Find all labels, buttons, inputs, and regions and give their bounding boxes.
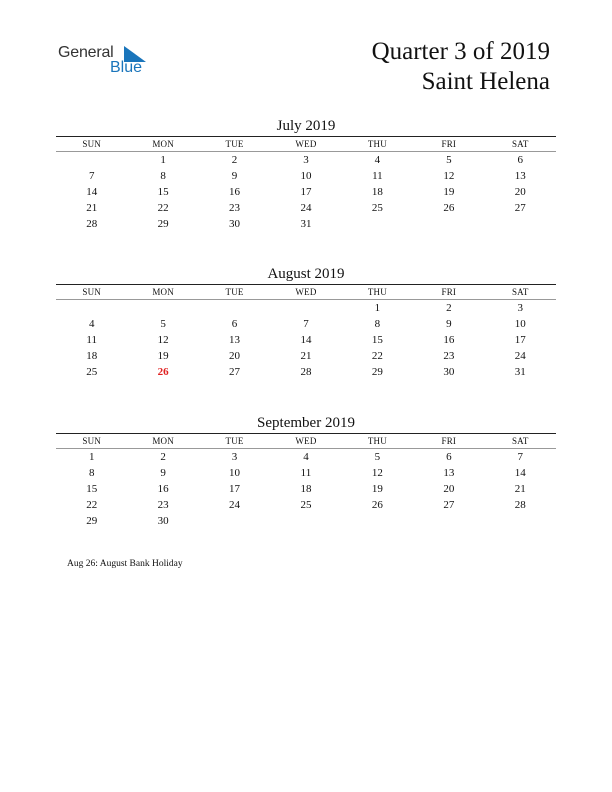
day-cell: 22	[371, 350, 383, 362]
day-cell: 1	[88, 451, 95, 463]
weekday-header: MON	[127, 285, 198, 300]
day-cell: 30	[443, 366, 455, 378]
week-row	[56, 300, 556, 317]
empty-day-cell	[270, 513, 341, 529]
day-cell: 27	[514, 202, 526, 214]
day-cell: 9	[160, 467, 166, 479]
day-cell: 12	[157, 334, 169, 346]
month-grid	[56, 434, 556, 529]
day-cell: 16	[157, 483, 169, 495]
day-cell: 1	[160, 154, 166, 166]
empty-day-cell	[199, 513, 270, 529]
day-cell: 13	[443, 467, 455, 479]
weekday-header: SUN	[56, 285, 127, 300]
day-cell: 11	[372, 170, 383, 182]
weekday-header: THU	[342, 137, 413, 152]
week-row	[56, 364, 556, 380]
weekday-header: MON	[127, 137, 198, 152]
day-cell: 27	[443, 499, 455, 511]
weekday-header-row	[56, 137, 556, 152]
day-cell: 12	[371, 467, 383, 479]
day-cell: 5	[374, 451, 381, 463]
day-cell: 25	[86, 366, 98, 378]
weekday-header: THU	[342, 285, 413, 300]
day-cell: 13	[229, 334, 241, 346]
day-cell: 15	[371, 334, 383, 346]
empty-day-cell	[270, 300, 341, 317]
page-title-country: Saint Helena	[421, 68, 550, 95]
day-cell: 10	[514, 318, 526, 330]
day-cell: 7	[303, 318, 309, 330]
empty-day-cell	[485, 216, 556, 232]
day-cell: 28	[86, 218, 98, 230]
day-cell: 7	[517, 451, 524, 463]
weekday-header-row	[56, 434, 556, 449]
week-row	[56, 481, 556, 497]
weekday-header: FRI	[413, 434, 484, 449]
day-cell: 19	[443, 186, 455, 198]
day-cell: 9	[231, 170, 238, 182]
week-row	[56, 465, 556, 481]
day-cell: 14	[514, 467, 526, 479]
week-row	[56, 332, 556, 348]
day-cell: 6	[446, 451, 452, 463]
empty-day-cell	[342, 513, 413, 529]
day-cell: 3	[517, 302, 524, 314]
empty-day-cell	[413, 513, 484, 529]
day-cell: 15	[86, 483, 98, 495]
empty-day-cell	[127, 300, 198, 317]
week-row	[56, 168, 556, 184]
day-cell: 18	[371, 186, 383, 198]
day-cell: 14	[300, 334, 312, 346]
weekday-header: TUE	[199, 285, 270, 300]
day-cell: 14	[86, 186, 98, 198]
weekday-header: FRI	[413, 137, 484, 152]
day-cell: 12	[443, 170, 455, 182]
weekday-header: THU	[342, 434, 413, 449]
day-cell: 5	[446, 154, 452, 166]
week-row	[56, 449, 556, 466]
day-cell: 6	[231, 318, 238, 330]
day-cell: 13	[514, 170, 526, 182]
day-cell: 9	[446, 318, 452, 330]
day-cell: 4	[88, 318, 95, 330]
day-cell: 3	[303, 154, 309, 166]
day-cell: 5	[160, 318, 166, 330]
day-cell: 24	[514, 350, 526, 362]
day-cell: 22	[86, 499, 98, 511]
day-cell: 20	[443, 483, 455, 495]
week-row	[56, 316, 556, 332]
day-cell: 10	[229, 467, 241, 479]
generalblue-logo	[58, 44, 158, 84]
empty-day-cell	[56, 152, 127, 169]
day-cell: 2	[160, 451, 166, 463]
logo-word-blue: Blue	[110, 59, 143, 76]
day-cell: 26	[371, 499, 383, 511]
day-cell: 21	[300, 350, 312, 362]
weekday-header: WED	[270, 285, 341, 300]
month-calendar-september	[56, 413, 556, 529]
day-cell: 26	[443, 202, 455, 214]
day-cell: 29	[371, 366, 383, 378]
weekday-header: SAT	[485, 434, 556, 449]
day-cell: 25	[300, 499, 312, 511]
holiday-note: Aug 26: August Bank Holiday	[67, 559, 183, 569]
day-cell: 1	[374, 302, 381, 314]
month-grid	[56, 285, 556, 380]
week-row	[56, 348, 556, 364]
day-cell: 6	[517, 154, 524, 166]
day-cell: 18	[86, 350, 98, 362]
weekday-header: WED	[270, 137, 341, 152]
day-cell: 23	[157, 499, 169, 511]
weekday-header: SUN	[56, 434, 127, 449]
day-cell: 20	[514, 186, 526, 198]
month-calendar-july	[56, 116, 556, 232]
day-cell: 17	[300, 186, 312, 198]
day-cell: 25	[371, 202, 383, 214]
month-calendar-august	[56, 264, 556, 380]
day-cell: 30	[157, 515, 169, 527]
day-cell: 21	[514, 483, 526, 495]
week-row	[56, 152, 556, 169]
day-cell: 16	[443, 334, 455, 346]
month-grid	[56, 137, 556, 232]
week-row	[56, 184, 556, 200]
day-cell: 31	[300, 218, 312, 230]
day-cell: 28	[300, 366, 312, 378]
day-cell: 18	[300, 483, 312, 495]
weekday-header: TUE	[199, 434, 270, 449]
day-cell: 20	[229, 350, 241, 362]
day-cell: 7	[88, 170, 95, 182]
day-cell: 15	[157, 186, 169, 198]
day-cell: 17	[514, 334, 526, 346]
weekday-header-row	[56, 285, 556, 300]
day-cell: 19	[371, 483, 383, 495]
day-cell: 30	[229, 218, 241, 230]
week-row	[56, 216, 556, 232]
day-cell: 4	[374, 154, 381, 166]
day-cell: 24	[229, 499, 241, 511]
weekday-header: TUE	[199, 137, 270, 152]
day-cell: 17	[229, 483, 241, 495]
day-cell: 31	[514, 366, 526, 378]
day-cell: 21	[86, 202, 98, 214]
empty-day-cell	[199, 300, 270, 317]
weekday-header: SAT	[485, 137, 556, 152]
day-cell: 8	[160, 170, 166, 182]
day-cell: 22	[157, 202, 169, 214]
empty-day-cell	[485, 513, 556, 529]
day-cell: 27	[229, 366, 241, 378]
day-cell: 29	[86, 515, 98, 527]
day-cell: 2	[231, 154, 238, 166]
day-cell: 19	[157, 350, 169, 362]
day-cell: 3	[231, 451, 238, 463]
empty-day-cell	[342, 216, 413, 232]
month-title: September 2019	[257, 415, 355, 431]
month-title: July 2019	[276, 118, 336, 134]
logo-word-general: General	[58, 44, 114, 61]
day-cell: 2	[446, 302, 452, 314]
holiday-day-cell: 26	[157, 366, 169, 378]
month-title: August 2019	[267, 266, 345, 282]
week-row	[56, 513, 556, 529]
day-cell: 11	[86, 334, 97, 346]
weekday-header: SAT	[485, 285, 556, 300]
empty-day-cell	[56, 300, 127, 317]
page-title-quarter: Quarter 3 of 2019	[371, 38, 550, 65]
day-cell: 4	[303, 451, 309, 463]
weekday-header: MON	[127, 434, 198, 449]
day-cell: 29	[157, 218, 169, 230]
day-cell: 24	[300, 202, 312, 214]
day-cell: 28	[514, 499, 526, 511]
day-cell: 23	[443, 350, 455, 362]
day-cell: 8	[374, 318, 381, 330]
week-row	[56, 200, 556, 216]
day-cell: 23	[229, 202, 241, 214]
day-cell: 8	[88, 467, 95, 479]
day-cell: 10	[300, 170, 312, 182]
day-cell: 11	[300, 467, 312, 479]
week-row	[56, 497, 556, 513]
day-cell: 16	[229, 186, 241, 198]
weekday-header: SUN	[56, 137, 127, 152]
weekday-header: FRI	[413, 285, 484, 300]
weekday-header: WED	[270, 434, 341, 449]
empty-day-cell	[413, 216, 484, 232]
